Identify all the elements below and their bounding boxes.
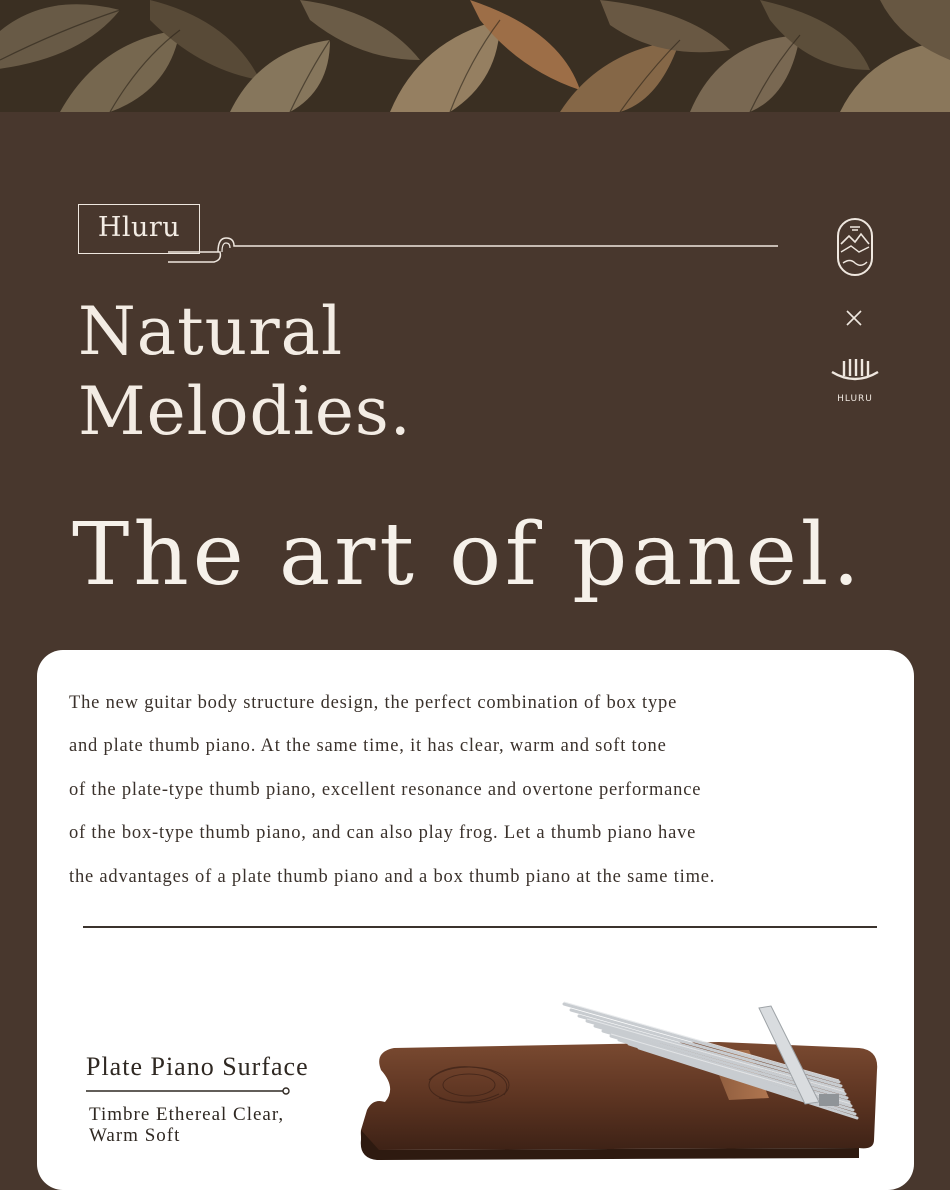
- description-line: The new guitar body structure design, the perfect combination of box type: [69, 693, 678, 713]
- description-line: of the plate-type thumb piano, excellent resonance and overtone performance: [69, 779, 702, 800]
- feature-desc-line-2: Warm Soft: [89, 1125, 181, 1146]
- feature-title-rule: [86, 1086, 292, 1096]
- description-card: [37, 650, 914, 1190]
- feature-desc-line-1: Timbre Ethereal Clear,: [89, 1104, 285, 1125]
- hero-leaves-image: [0, 0, 950, 112]
- feature-title: Plate Piano Surface: [86, 1052, 309, 1081]
- headline-line-1: Natural: [78, 293, 344, 370]
- headline-line-2: Melodies.: [78, 373, 412, 450]
- description-text: [69, 682, 869, 899]
- description-line: and plate thumb piano. At the same time, it has clear, warm and soft tone: [69, 736, 667, 757]
- kalimba-product-image: [319, 990, 879, 1190]
- hluru-logo-icon: [832, 359, 878, 379]
- description-line: of the box-type thumb piano, and can also play frog. Let a thumb piano have: [69, 823, 697, 844]
- tagline: The art of panel.: [72, 505, 864, 605]
- collab-logos: [826, 216, 884, 410]
- headline: [78, 292, 412, 452]
- close-x-icon: [847, 311, 861, 325]
- card-divider: [83, 926, 877, 928]
- hluru-logo-caption: HLURU: [837, 394, 873, 404]
- feature-description: [89, 1104, 329, 1146]
- mountain-seal-icon: [838, 219, 872, 275]
- description-line: the advantages of a plate thumb piano and a box thumb piano at the same time.: [69, 866, 716, 887]
- brand-name: Hluru: [97, 212, 181, 243]
- brand-underline-ornament: [160, 232, 780, 266]
